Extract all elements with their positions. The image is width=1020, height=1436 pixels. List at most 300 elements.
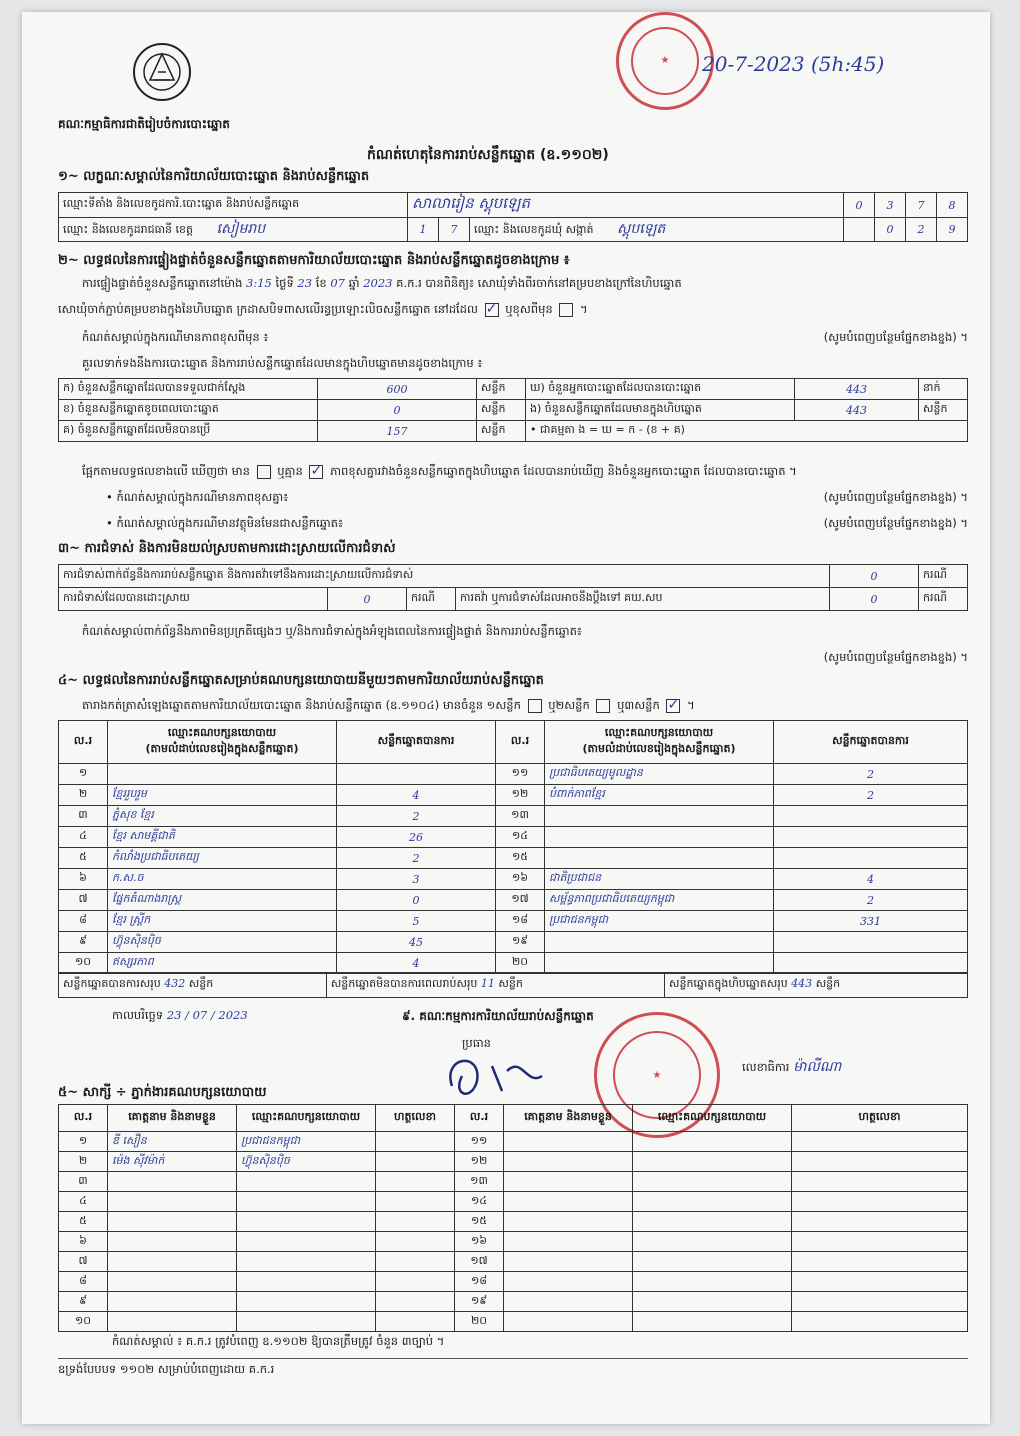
received-label: ក) ចំនួនសន្លឹកឆ្នោតដែលបានទទួលជាក់ស្តែង	[59, 379, 318, 400]
verify-year: 2023	[363, 276, 393, 290]
witness-signature	[376, 1252, 455, 1272]
tally-sheet-count-line: តារាងកត់ត្រាសំឡេងឆ្នោតតាមការិយាល័យបោះឆ្នោត និងរាប់សន្លឹកឆ្នោត (ឧ.១១០៤) មានចំនួន ១សន្លឹក ឬ២សន្លឹក ឬ៣សន្លឹក ✓ ។	[82, 696, 695, 713]
witness-row	[59, 1312, 968, 1332]
witness-name	[108, 1252, 237, 1272]
complaints-total-value: 0	[830, 565, 919, 588]
three-sheets-checkbox[interactable]: ✓	[667, 696, 680, 713]
witness-name: ម៉េង ស៊ីវម៉ាក់	[108, 1152, 237, 1172]
verify-month-label: ខែ	[315, 276, 327, 290]
secretary-signature: ម៉ាលីណា	[793, 1059, 842, 1075]
commune-value: ស្តុបឡេត	[617, 221, 666, 237]
province-code-2: 7	[439, 218, 470, 242]
section1-heading: ១~ លក្ខណៈសម្គាល់នៃការិយាល័យបោះឆ្នោត និងរាប់សន្លឹកឆ្នោត	[58, 169, 370, 184]
section3-heading: ៣~ ការជំទាស់ និងការមិនយល់ស្របតាមការដោះស្រាយលើការជំទាស់	[58, 541, 396, 556]
total-valid-unit: សន្លឹក	[188, 977, 214, 990]
witness-number: ១៧	[455, 1252, 504, 1272]
party-name: ផ្នែកតំណាងរាស្ត្រ	[108, 890, 337, 911]
results-row	[59, 932, 968, 953]
witness-table	[58, 1104, 968, 1332]
witness-party	[237, 1312, 376, 1332]
section4-heading: ៤~ លទ្ធផលនៃការរាប់សន្លឹកឆ្នោតសម្រាប់គណបក្សនយោបាយនីមួយៗតាមការិយាល័យរាប់សន្លឹកឆ្នោត	[58, 673, 544, 688]
complaints-total-unit: ករណី	[919, 565, 968, 588]
witness-name	[108, 1232, 237, 1252]
verify-line1-rest: គ.ក.រ បានពិនិត្យ៖ សោឃុំទាំងពីរចាក់នៅគម្របខាងក្រៅនៃហិបឆ្នោត	[396, 276, 682, 290]
witness-name	[108, 1312, 237, 1332]
party-number: ១	[59, 764, 108, 785]
witness-name	[504, 1312, 633, 1332]
date-line	[112, 1008, 248, 1022]
witness-signature	[792, 1192, 968, 1212]
witness-col-sign-2: ហត្ថលេខា	[792, 1105, 968, 1132]
location-code-2: 3	[875, 193, 906, 218]
fill-note-1: (សូមបំពេញបន្ថែមផ្នែកខាងខ្នង) ។	[823, 330, 968, 344]
witness-party	[633, 1132, 792, 1152]
verify-day: 23	[297, 276, 313, 290]
party-name: បំពាក់ភាពខ្មែរ	[545, 785, 774, 806]
witness-party	[237, 1272, 376, 1292]
two-sheets-label: ឬ២សន្លឹក	[548, 698, 590, 712]
witness-name	[108, 1172, 237, 1192]
received-unit: សន្លឹក	[477, 379, 526, 400]
unused-label: គ) ចំនួនសន្លឹកឆ្នោតដែលមិនបានប្រើ	[59, 421, 318, 442]
witness-signature	[376, 1192, 455, 1212]
party-name	[545, 932, 774, 953]
commune-code-3: 9	[937, 218, 968, 242]
party-name: ក.ស.ច	[108, 869, 337, 890]
chair-signature-icon	[432, 1046, 552, 1106]
unchanged-checkbox[interactable]: ✓	[485, 300, 498, 317]
totals-table	[58, 972, 968, 998]
results-col-no-2: ល.រ	[496, 721, 545, 764]
verify-year-label: ឆ្នាំ	[348, 276, 360, 290]
witness-row	[59, 1172, 968, 1192]
party-name	[545, 848, 774, 869]
witness-name	[504, 1132, 633, 1152]
witness-number: ២០	[455, 1312, 504, 1332]
complaints-table	[58, 564, 968, 611]
witness-name	[504, 1212, 633, 1232]
party-number: ១៤	[496, 827, 545, 848]
nec-emblem-icon	[130, 40, 194, 104]
two-sheets-checkbox[interactable]	[596, 699, 610, 713]
party-number: ៧	[59, 890, 108, 911]
witness-party	[633, 1252, 792, 1272]
total-invalid-unit: សន្លឹក	[498, 977, 523, 990]
party-number: ២០	[496, 953, 545, 974]
party-votes	[774, 848, 968, 869]
party-number: ១០	[59, 953, 108, 974]
results-col-party-title: ឈ្មោះគណបក្សនយោបាយ	[167, 726, 277, 739]
total-box-cell	[664, 973, 967, 998]
witness-col-sign: ហត្ថលេខា	[376, 1105, 455, 1132]
verify-time-label: ការផ្ទៀងផ្ទាត់ចំនួនសន្លឹកឆ្នោតនៅម៉ោង	[82, 276, 243, 290]
witness-number: ១៣	[455, 1172, 504, 1192]
location-value: សាលារៀន ស្តុបឡេត	[408, 193, 844, 218]
party-name: ភ្នំសុខ ខ្មែរ	[108, 806, 337, 827]
changed-option-label: ឬខុសពីមុន	[505, 302, 553, 316]
note-foreign-object-line	[106, 516, 968, 530]
location-code-3: 7	[906, 193, 937, 218]
witness-number: ១១	[455, 1132, 504, 1152]
province-code-1: 1	[408, 218, 439, 242]
secretary-line	[742, 1060, 841, 1074]
three-sheets-label: ឬ៣សន្លឹក	[617, 698, 660, 712]
footnote: កំណត់សម្គាល់ ៖ គ.ក.រ ត្រូវបំពេញ ឧ.១១០២ ឱ្យបានត្រឹមត្រូវ ចំនួន ៣ច្បាប់ ។	[112, 1334, 445, 1348]
results-col-party-title-2: ឈ្មោះគណបក្សនយោបាយ	[604, 726, 714, 739]
witness-row	[59, 1232, 968, 1252]
witness-col-no: ល.រ	[59, 1105, 108, 1132]
witness-col-name: គោត្តនាម និងនាមខ្លួន	[108, 1105, 237, 1132]
location-label: ឈ្មោះទីតាំង និងលេខកូដការិ.បោះឆ្នោត និងរាប់សន្លឹកឆ្នោត	[59, 193, 408, 218]
discrepancy-text: ភាពខុសគ្នារវាងចំនួនសន្លឹកឆ្នោតក្នុងហិបឆ្នោត ដែលបានរាប់ឃើញ និងចំនួនអ្នកបោះឆ្នោត ដែលបានបោះឆ្នោត ។	[330, 464, 797, 478]
results-col-party	[108, 721, 337, 764]
witness-name	[504, 1252, 633, 1272]
witness-number: ២	[59, 1152, 108, 1172]
voters-label: ឃ) ចំនួនអ្នកបោះឆ្នោតដែលបានបោះឆ្នោត	[526, 379, 795, 400]
party-votes: 26	[337, 827, 496, 848]
party-number: ៨	[59, 911, 108, 932]
discrepancy-has-label: ផ្អែកតាមលទ្ធផលខាងលើ ឃើញថា មាន	[82, 464, 250, 478]
no-discrepancy-checkbox[interactable]: ✓	[310, 462, 323, 479]
party-name: ជាតិប្រជាជន	[545, 869, 774, 890]
province-label	[59, 218, 408, 242]
verify-day-label: ថ្ងៃទី	[275, 276, 294, 290]
resolved-label: ការជំទាស់ដែលបានដោះស្រាយ	[59, 588, 328, 611]
discrepancy-line	[82, 464, 968, 479]
party-name: ឥស្សរភាព	[108, 953, 337, 974]
ballot-count-table	[58, 378, 968, 442]
party-votes: 2	[337, 806, 496, 827]
witness-number: ៤	[59, 1192, 108, 1212]
party-votes	[774, 806, 968, 827]
date-label: កាលបរិច្ឆេទ	[112, 1008, 164, 1022]
witness-signature	[376, 1272, 455, 1292]
witness-party	[237, 1292, 376, 1312]
total-valid-value: 432	[164, 977, 186, 990]
footer-text: ឧទ្រង់បែបបទ ១១០២ សម្រាប់បំពេញដោយ គ.ក.រ	[58, 1362, 275, 1376]
party-name: ខ្មែរ ស្ត្រីក	[108, 911, 337, 932]
party-name: ខ្មែរ សាមគ្គីជាតិ	[108, 827, 337, 848]
total-box-label: សន្លឹកឆ្នោតក្នុងហិបឆ្នោតសរុប	[668, 977, 788, 990]
witness-party	[633, 1312, 792, 1332]
verify-line2-text: សោឃុំចាក់ភ្ជាប់គម្របខាងក្នុងនៃហិបឆ្នោត ក្រដាសបិទពាសលើរន្ធប្រឡោះលិចសន្លឹកឆ្នោត នៅដដែល	[58, 302, 478, 316]
commune-code-1: 0	[875, 218, 906, 242]
total-invalid-label: សន្លឹកឆ្នោតមិនបានការពេលរាប់សរុប	[330, 977, 478, 990]
party-name: ប្រជាធិបតេយ្យមូលដ្ឋាន	[545, 764, 774, 785]
party-number: ១៩	[496, 932, 545, 953]
party-number: ៩	[59, 932, 108, 953]
fill-note-3: (សូមបំពេញបន្ថែមផ្នែកខាងខ្នង) ។	[823, 516, 968, 530]
section2-heading: ២~ លទ្ធផលនៃការផ្ទៀងផ្ទាត់ចំនួនសន្លឹកឆ្នោតតាមការិយាល័យបោះឆ្នោត និងរាប់សន្លឹកឆ្នោតដូចខាងក្រោម ៖	[58, 253, 570, 268]
committee-sign-label: ៩. គណៈកម្មការការិយាល័យរាប់សន្លឹកឆ្នោត	[402, 1009, 594, 1023]
results-col-party-2	[545, 721, 774, 764]
witness-col-no-2: ល.រ	[455, 1105, 504, 1132]
total-invalid-value: 11	[480, 977, 495, 990]
commune-label-text: ឈ្មោះ និងលេខកូដឃុំ សង្កាត់	[474, 223, 594, 236]
party-votes: 2	[337, 848, 496, 869]
witness-name	[108, 1192, 237, 1212]
party-votes: 2	[774, 890, 968, 911]
party-name: ប្រជាជនកម្ពុជា	[545, 911, 774, 932]
witness-number: ៣	[59, 1172, 108, 1192]
party-votes	[337, 764, 496, 785]
party-name: សម្ព័ន្ធភាពប្រជាធិបតេយ្យកម្ពុជា	[545, 890, 774, 911]
witness-col-party: ឈ្មោះគណបក្សនយោបាយ	[237, 1105, 376, 1132]
note-foreign-object-label: • កំណត់សម្គាល់ក្នុងករណីមានវត្ថុមិនមែនជាសន្លឹកឆ្នោត៖	[106, 516, 344, 530]
witness-number: ៨	[59, 1272, 108, 1292]
party-number: ១១	[496, 764, 545, 785]
irregularity-note: កំណត់សម្គាល់ពាក់ព័ន្ធនឹងភាពមិនប្រក្រតីផ្សេងៗ ឬ/និងការជំទាស់ក្នុងអំឡុងពេលនៃការផ្ទៀងផ្ទាត់ និងការរាប់សន្លឹកឆ្នោត៖	[82, 624, 582, 638]
witness-signature	[792, 1272, 968, 1292]
witness-number: ៥	[59, 1212, 108, 1232]
party-votes	[774, 827, 968, 848]
party-votes: 5	[337, 911, 496, 932]
in-box-unit: សន្លឹក	[919, 400, 968, 421]
one-sheet-checkbox[interactable]	[528, 699, 542, 713]
party-number: ៣	[59, 806, 108, 827]
witness-number: ៧	[59, 1252, 108, 1272]
verification-line-1	[82, 276, 972, 290]
witness-signature	[376, 1172, 455, 1192]
witness-party: ប្រជាជនកម្ពុជា	[237, 1132, 376, 1152]
witness-row	[59, 1292, 968, 1312]
witness-number: ៦	[59, 1232, 108, 1252]
in-box-label: ង) ចំនួនសន្លឹកឆ្នោតដែលមានក្នុងហិបឆ្នោត	[526, 400, 795, 421]
party-votes: 45	[337, 932, 496, 953]
commune-label	[470, 218, 844, 242]
total-valid-label: សន្លឹកឆ្នោតបានការសរុប	[63, 977, 161, 990]
note-discrepancy-label: • កំណត់សម្គាល់ក្នុងករណីមានភាពខុសគ្នា៖	[106, 490, 289, 504]
party-number: ៦	[59, 869, 108, 890]
witness-number: ១០	[59, 1312, 108, 1332]
location-code-1: 0	[844, 193, 875, 218]
verification-line-2: សោឃុំចាក់ភ្ជាប់គម្របខាងក្នុងនៃហិបឆ្នោត ក្រដាសបិទពាសលើរន្ធប្រឡោះលិចសន្លឹកឆ្នោត នៅដដែល ✓ ឬខុសពីមុន ។	[58, 300, 588, 317]
spoiled-unit: សន្លឹក	[477, 400, 526, 421]
witness-signature	[792, 1232, 968, 1252]
verify-month: 07	[330, 276, 345, 290]
witness-name	[504, 1152, 633, 1172]
total-box-value: 443	[791, 977, 813, 990]
party-name	[545, 953, 774, 974]
party-number: ៥	[59, 848, 108, 869]
witness-signature	[792, 1292, 968, 1312]
section1-table	[58, 192, 968, 242]
changed-checkbox[interactable]	[559, 303, 573, 317]
results-col-votes-2: សន្លឹកឆ្នោតបានការ	[774, 721, 968, 764]
witness-number: ១	[59, 1132, 108, 1152]
location-code-4: 8	[937, 193, 968, 218]
witness-party	[237, 1172, 376, 1192]
spoiled-label: ខ) ចំនួនសន្លឹកឆ្នោតខូចពេលបោះឆ្នោត	[59, 400, 318, 421]
witness-party	[237, 1192, 376, 1212]
party-number: ៤	[59, 827, 108, 848]
witness-name	[504, 1272, 633, 1292]
witness-party	[237, 1232, 376, 1252]
results-row	[59, 911, 968, 932]
witness-signature	[376, 1312, 455, 1332]
resolved-unit: ករណី	[407, 588, 456, 611]
witness-name	[504, 1172, 633, 1192]
results-row	[59, 953, 968, 974]
results-row	[59, 848, 968, 869]
results-col-party-sub: (តាមលំដាប់លេខរៀងក្នុងសន្លឹកឆ្នោត)	[145, 742, 299, 755]
party-votes: 4	[337, 953, 496, 974]
party-number: ១៦	[496, 869, 545, 890]
party-votes	[774, 932, 968, 953]
witness-name	[504, 1232, 633, 1252]
witness-party	[633, 1192, 792, 1212]
witness-row	[59, 1132, 968, 1152]
witness-signature	[376, 1152, 455, 1172]
party-votes: 2	[774, 785, 968, 806]
witness-signature	[792, 1212, 968, 1232]
formula-note: • ជាគម្មតា ង = ឃ = ក - (ខ + គ)	[526, 421, 968, 442]
witness-name	[108, 1292, 237, 1312]
witness-party	[237, 1252, 376, 1272]
form-title: កំណត់ហេតុនៃការរាប់សន្លឹកឆ្នោត (ឧ.១១០២)	[367, 147, 609, 163]
witness-number: ១៦	[455, 1232, 504, 1252]
witness-number: ១៨	[455, 1272, 504, 1292]
results-body	[59, 764, 968, 974]
secretary-label: លេខាធិការ	[742, 1060, 790, 1074]
verify-time: 3:15	[246, 276, 272, 290]
witness-number: ១២	[455, 1152, 504, 1172]
complaints-total-label: ការជំទាស់ពាក់ព័ន្ធនឹងការរាប់សន្លឹកឆ្នោត និងការតវ៉ាទៅនឹងការដោះស្រាយលើការជំទាស់	[59, 565, 830, 588]
witness-number: ១៥	[455, 1212, 504, 1232]
witness-name	[504, 1292, 633, 1312]
witness-party	[633, 1172, 792, 1192]
note-discrepancy-line	[106, 490, 968, 504]
witness-number: ១៤	[455, 1192, 504, 1212]
witness-signature	[792, 1132, 968, 1152]
witness-row	[59, 1192, 968, 1212]
party-votes: 2	[774, 764, 968, 785]
results-row	[59, 869, 968, 890]
footer-divider	[58, 1358, 968, 1359]
spoiled-value: 0	[318, 400, 477, 421]
total-box-unit: សន្លឹក	[815, 977, 841, 990]
section5-heading: ៥~ សាក្សី ÷ ភ្នាក់ងារគណបក្សនយោបាយ	[58, 1085, 267, 1100]
witness-party	[633, 1272, 792, 1292]
results-table	[58, 720, 968, 974]
witness-signature	[792, 1252, 968, 1272]
witness-row	[59, 1152, 968, 1172]
party-name	[545, 806, 774, 827]
note-different-line	[82, 330, 968, 344]
witness-row	[59, 1212, 968, 1232]
witness-col-name-2: គោត្តនាម និងនាមខ្លួន	[504, 1105, 633, 1132]
party-number: ១៧	[496, 890, 545, 911]
witness-party: ហ៊្វុនស៊ិនប៉ិច	[237, 1152, 376, 1172]
witness-number: ៩	[59, 1292, 108, 1312]
witness-party	[237, 1212, 376, 1232]
results-row	[59, 827, 968, 848]
appeal-unit: ករណី	[919, 588, 968, 611]
results-row	[59, 806, 968, 827]
witness-name	[108, 1212, 237, 1232]
witness-party	[633, 1152, 792, 1172]
voters-value: 443	[795, 379, 919, 400]
party-name: ហ៊្វុនស៊ិនប៉ិច	[108, 932, 337, 953]
party-name	[545, 827, 774, 848]
witness-signature	[376, 1292, 455, 1312]
witness-signature	[792, 1152, 968, 1172]
witness-party	[633, 1232, 792, 1252]
witness-row	[59, 1272, 968, 1292]
party-name: កំលាំងប្រជាធិបតេយ្យ	[108, 848, 337, 869]
note-different-label: កំណត់សម្គាល់ក្នុងករណីមានភាពខុសពីមុន ៖	[82, 330, 269, 344]
witness-party	[633, 1292, 792, 1312]
total-valid-cell	[59, 973, 327, 998]
official-stamp-top: ★	[616, 12, 714, 110]
results-row	[59, 890, 968, 911]
witness-signature	[376, 1232, 455, 1252]
committee-name: គណៈកម្មាធិការជាតិរៀបចំការបោះឆ្នោត	[58, 117, 230, 131]
chair-label: ប្រធាន	[462, 1036, 491, 1050]
party-votes	[774, 953, 968, 974]
voters-unit: នាក់	[919, 379, 968, 400]
results-row	[59, 785, 968, 806]
witness-name	[108, 1272, 237, 1292]
results-col-no: ល.រ	[59, 721, 108, 764]
party-votes: 0	[337, 890, 496, 911]
no-discrepancy-label: ឬគ្មាន	[277, 464, 303, 478]
party-votes: 4	[774, 869, 968, 890]
in-box-value: 443	[795, 400, 919, 421]
fill-note-4: (សូមបំពេញបន្ថែមផ្នែកខាងខ្នង) ។	[823, 650, 968, 664]
party-number: ២	[59, 785, 108, 806]
witness-signature	[792, 1172, 968, 1192]
party-name: ខ្មែររួបរួម	[108, 785, 337, 806]
witness-party	[633, 1212, 792, 1232]
witness-number: ១៩	[455, 1292, 504, 1312]
witness-col-party-2: ឈ្មោះគណបក្សនយោបាយ	[633, 1105, 792, 1132]
party-number: ១៨	[496, 911, 545, 932]
stamp-datetime-note: 20-7-2023 (5h:45)	[702, 52, 885, 76]
party-number: ១៣	[496, 806, 545, 827]
party-name	[108, 764, 337, 785]
commune-code-2: 2	[906, 218, 937, 242]
party-number: ១២	[496, 785, 545, 806]
party-votes: 331	[774, 911, 968, 932]
province-value: សៀមរាប	[216, 221, 266, 237]
date-value: 23 / 07 / 2023	[166, 1008, 248, 1022]
tally-sheet-intro: តារាងកត់ត្រាសំឡេងឆ្នោតតាមការិយាល័យបោះឆ្នោត និងរាប់សន្លឹកឆ្នោត (ឧ.១១០៤) មានចំនួន ១សន្លឹក	[82, 698, 521, 712]
resolved-value: 0	[328, 588, 407, 611]
unused-value: 157	[318, 421, 477, 442]
results-col-votes: សន្លឹកឆ្នោតបានការ	[337, 721, 496, 764]
results-col-party-sub-2: (តាមលំដាប់លេខរៀងក្នុងសន្លឹកឆ្នោត)	[582, 742, 736, 755]
document-sheet	[22, 12, 990, 1424]
witness-name: ឌី សឿន	[108, 1132, 237, 1152]
witness-name	[504, 1192, 633, 1212]
results-row	[59, 764, 968, 785]
witness-body	[59, 1132, 968, 1332]
unused-unit: សន្លឹក	[477, 421, 526, 442]
witness-signature	[792, 1312, 968, 1332]
party-number: ១៥	[496, 848, 545, 869]
witness-signature	[376, 1132, 455, 1152]
witness-signature	[376, 1212, 455, 1232]
has-discrepancy-checkbox[interactable]	[257, 465, 271, 479]
commune-code-blank	[844, 218, 875, 242]
appeal-label: ការតវ៉ា ឬការជំទាស់ដែលអាចនឹងប្តឹងទៅ គឃ.សប	[456, 588, 830, 611]
received-value: 600	[318, 379, 477, 400]
ballot-intro: គួរលទាក់ទងនឹងការបោះឆ្នោត និងការរាប់សន្លឹកឆ្នោតដែលមានក្នុងហិបឆ្នោតមានដូចខាងក្រោម ៖	[82, 356, 483, 370]
official-stamp-bottom: ★	[594, 1012, 720, 1138]
party-votes: 3	[337, 869, 496, 890]
total-invalid-cell	[326, 973, 664, 998]
